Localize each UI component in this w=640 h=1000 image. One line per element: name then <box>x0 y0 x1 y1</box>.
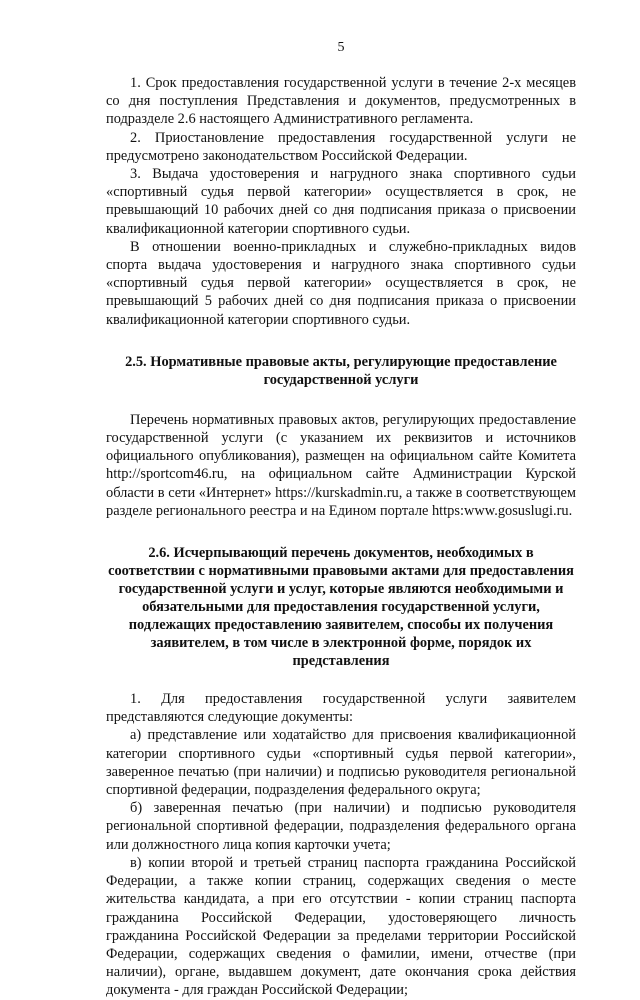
section-2-6-intro: 1. Для предоставления государственной услуги заявителем представляются следующие документы: <box>106 691 576 726</box>
paragraph-term: 1. Срок предоставления государственной услуги в течение 2-х месяцев со дня поступления Представления и документов, предусмотренных в подразделе 2.6 настоящего Административного регламента. <box>106 75 576 128</box>
paragraph-suspension: 2. Приостановление предоставления государственной услуги не предусмотрено законодательством Российской Федерации. <box>106 129 576 164</box>
list-item-v: в) копии второй и третьей страниц паспорта гражданина Российской Федерации, а также копии страниц, содержащих сведения о месте жительства кандидата, а при его отсутствии - копии страниц паспорта гражданина Российской Федерации, удостоверяющего личность гражданина Российской Федерации за пределами территории Российской Федерации, содержащих сведения о фамилии, имени, отчестве (при наличии), органе, выдавшем документ, дате окончания срока действия документа - для граждан Российской Федерации; <box>106 854 576 999</box>
section-2-5-text: Перечень нормативных правовых актов, регулирующих предоставление государственной услуги (с указанием их реквизитов и источников официального опубликования), размещен на официальном сайте Комитета http://sportcom46.ru, на официальном сайте Администрации Курской области в сети «Интернет» https://kurskadmin.ru, а также в соответствующем разделе регионального реестра и на Едином портале https:www.gosuslugi.ru. <box>106 411 576 519</box>
section-2-5-heading: 2.5. Нормативные правовые акты, регулирующие предоставление государственной услуги <box>125 353 557 388</box>
list-item-a: а) представление или ходатайство для присвоения квалификационной категории спортивного судьи «спортивный судья первой категории», заверенное печатью (при наличии) и подписью руководителя региональной спортивной федерации, подразделения федерального округа; <box>106 727 576 799</box>
paragraph-issuance: 3. Выдача удостоверения и нагрудного знака спортивного судьи «спортивный судья первой категории» осуществляется в срок, не превышающий 10 рабочих дней со дня подписания приказа о присвоении квалификационной категории спортивного судьи. <box>106 166 576 237</box>
page-number: 5 <box>337 40 345 55</box>
paragraph-military-sports: В отношении военно-прикладных и служебно-прикладных видов спорта выдача удостоверения и нагрудного знака спортивного судьи «спортивный судья первой категории» осуществляется в срок, не превышающий 5 рабочих дней со дня подписания приказа о присвоении квалификационной категории спортивного судьи. <box>106 238 576 328</box>
list-item-b: б) заверенная печатью (при наличии) и подписью руководителя региональной спортивной федерации, подразделения федерального органа или должностного лица копия карточки учета; <box>106 800 576 853</box>
section-2-6-heading: 2.6. Исчерпывающий перечень документов, необходимых в соответствии с нормативными правовыми актами для предоставления государственной услуги и услуг, которые являются необходимыми и обязательными для предоставления государственной услуги, подлежащих предоставлению заявителем, способы их получения заявителем, в том числе в электронной форме, порядок их представления <box>108 545 574 670</box>
